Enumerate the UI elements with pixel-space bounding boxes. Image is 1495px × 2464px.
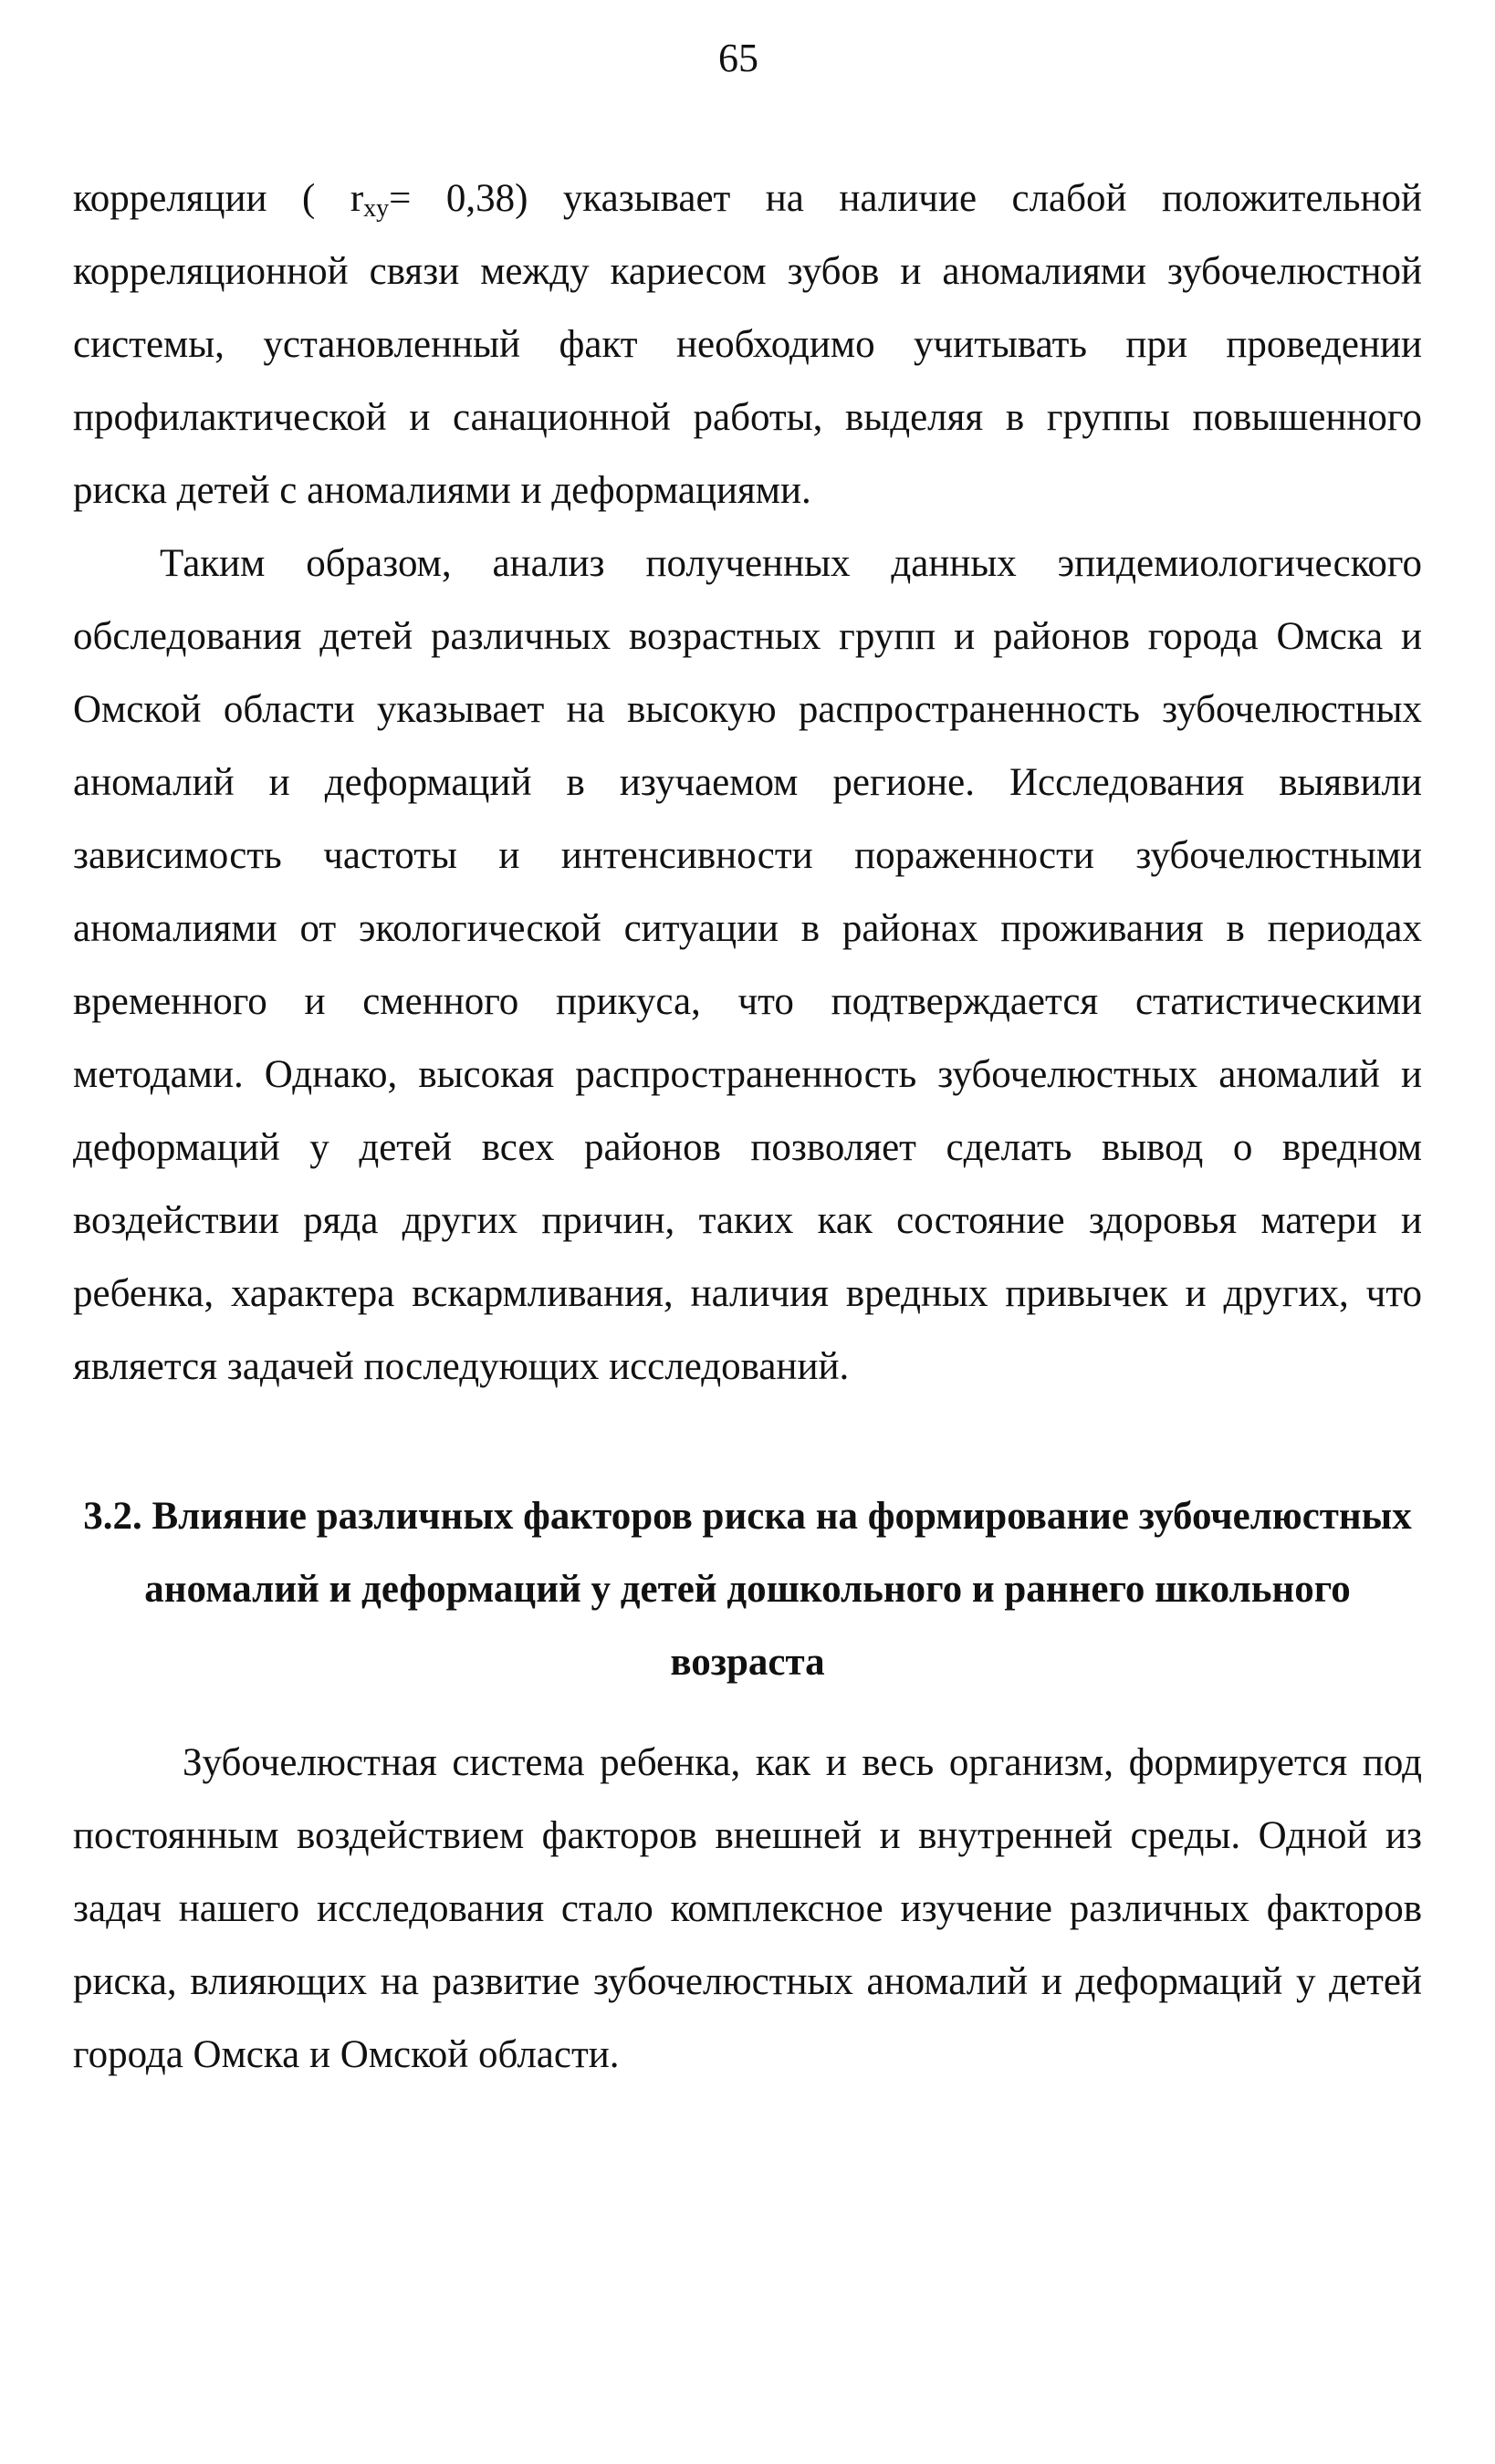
- body-text-bottom: [73, 1727, 1422, 2092]
- page-number: 65: [718, 36, 758, 80]
- section-heading: 3.2. Влияние различных факторов риска на формирование зубочелюстных аномалий и деформаций у детей дошкольного и раннего школьного возраста: [83, 1495, 1412, 1684]
- body-text-top: [73, 162, 1422, 1404]
- paragraph-correlation: [73, 162, 1422, 527]
- paragraph-intro: Зубочелюстная система ребенка, как и весь организм, формируется под постоянным воздействием факторов внешней и внутренней среды. Одной из задач нашего исследования стало комплексное изучение различных факторов риска, влияющих на развитие зубочелюстных аномалий и деформаций у детей города Омска и Омской области.: [73, 1741, 1422, 2076]
- paragraph-conclusion: Таким образом, анализ полученных данных эпидемиологического обследования детей различных возрастных групп и районов города Омска и Омской области указывает на высокую распространенность зубочелюстных аномалий и деформаций в изучаемом регионе. Исследования выявили зависимость частоты и интенсивности пораженности зубочелюстными аномалиями от экологической ситуации в районах проживания в периодах временного и сменного прикуса, что подтверждается статистическими методами. Однако, высокая распространенность зубочелюстных аномалий и деформаций у детей всех районов позволяет сделать вывод о вредном воздействии ряда других причин, таких как состояние здоровья матери и ребенка, характера вскармливания, наличия вредных привычек и других, что является задачей последующих исследований.: [73, 542, 1422, 1388]
- correlation-subscript: xy: [363, 194, 390, 223]
- paragraph-correlation-rest: = 0,38) указывает на наличие слабой положительной корреляционной связи между кариесом зубов и аномалиями зубочелюстной системы, установленный факт необходимо учитывать при проведении профилактической и санационной работы, выделяя в группы повышенного риска детей с аномалиями и деформациями.: [73, 177, 1423, 512]
- paragraph-correlation-start: корреляции ( r: [73, 177, 364, 220]
